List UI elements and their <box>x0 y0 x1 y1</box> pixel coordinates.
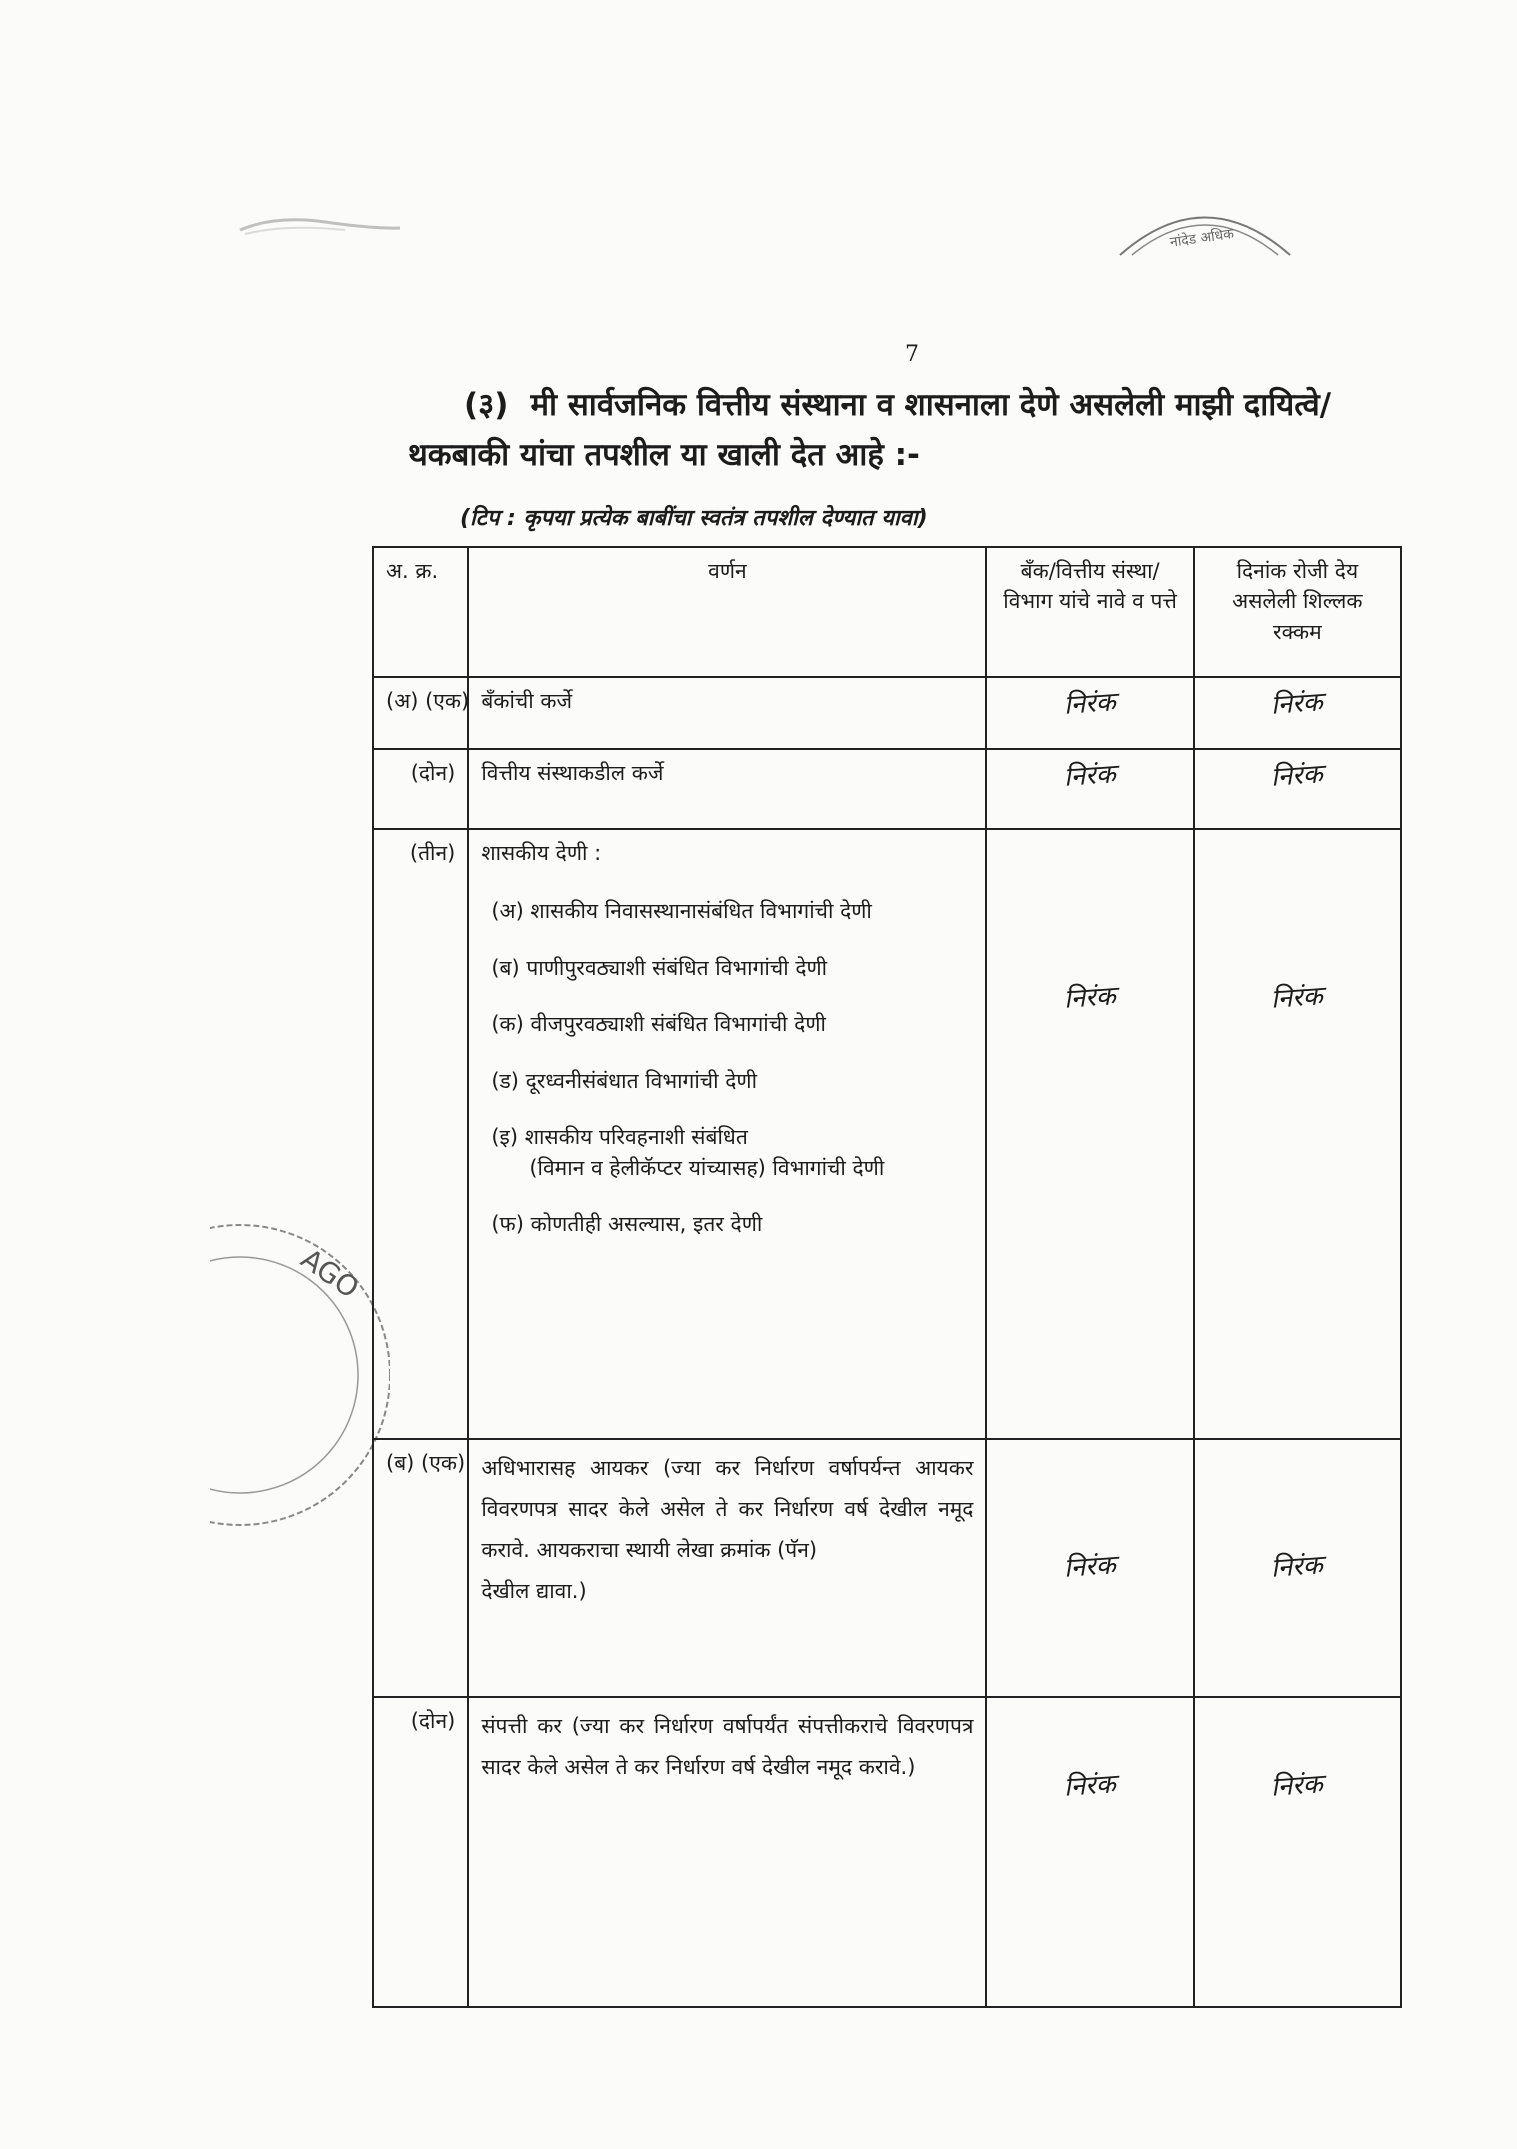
handwritten-amount-entry: निरंक <box>1270 759 1325 793</box>
row-serial: (ब) (एक) <box>373 1439 468 1697</box>
row-description-cell <box>468 829 986 1439</box>
seal-left-stamp <box>210 1195 390 1535</box>
handwritten-bank-entry: निरंक <box>1063 1769 1117 1803</box>
seal-top-text: नांदेड अधिक <box>1168 225 1236 251</box>
sub-item: (ड) दूरध्वनीसंबंधात विभागांची देणी <box>491 1068 758 1093</box>
row-serial: (तीन) <box>373 829 468 1439</box>
table-row <box>373 677 1401 749</box>
table-row <box>373 1697 1401 2007</box>
row-description: वित्तीय संस्थाकडील कर्जे <box>468 749 986 829</box>
seal-left-text: AGO <box>294 1242 365 1305</box>
handwritten-amount-entry: निरंक <box>1270 687 1325 721</box>
sub-item: (क) वीजपुरवठ्याशी संबंधित विभागांची देणी <box>491 1012 826 1037</box>
handwritten-bank-entry: निरंक <box>1063 687 1117 721</box>
row-serial: (दोन) <box>373 1697 468 2007</box>
section-number: (३) <box>464 387 509 423</box>
seal-top-stamp <box>1110 200 1300 260</box>
sub-item: (अ) शासकीय निवासस्थानासंबंधित विभागांची देणी <box>491 899 872 924</box>
sub-item: (ब) पाणीपुरवठ्याशी संबंधित विभागांची देणी <box>491 955 828 980</box>
page-number: 7 <box>905 342 919 367</box>
sub-item: (फ) कोणतीही असल्यास, इतर देणी <box>491 1212 763 1237</box>
liabilities-table <box>372 546 1402 2008</box>
row-description-extra: देखील द्यावा.) <box>481 1578 587 1603</box>
handwritten-amount-entry: निरंक <box>1270 1769 1325 1803</box>
sub-item: (इ) शासकीय परिवहनाशी संबंधित <box>491 1125 748 1150</box>
header-amount: दिनांक रोजी देय असलेली शिल्लक रक्कम <box>1194 547 1401 677</box>
handwritten-amount-entry: निरंक <box>1270 1550 1325 1584</box>
row-serial: (अ) (एक) <box>373 677 468 749</box>
table-row <box>373 749 1401 829</box>
row-description: अधिभारासह आयकर (ज्या कर निर्धारण वर्षापर्यन्त आयकर विवरणपत्र सादर केले असेल ते कर निर्धारण वर्ष देखील नमूद करावे. आयकराचा स्थायी लेखा क्रमांक (पॅन) <box>481 1456 974 1562</box>
row-serial: (दोन) <box>373 749 468 829</box>
section-title: मी सार्वजनिक वित्तीय संस्थाना व शासनाला देणे असलेली माझी दायित्वे/थकबाकी यांचा तपशील या खाली देत आहे :- <box>408 387 1332 473</box>
scan-smudge <box>235 210 405 240</box>
handwritten-amount-entry: निरंक <box>1270 981 1325 1015</box>
row-description: बँकांची कर्जे <box>468 677 986 749</box>
instruction-note: (टिप : कृपया प्रत्येक बाबींचा स्वतंत्र तपशील देण्यात यावा) <box>460 506 928 531</box>
header-bank: बँक/वित्तीय संस्था/ विभाग यांचे नावे व पत्ते <box>986 547 1193 677</box>
table-row <box>373 829 1401 1439</box>
row-description-cell <box>468 1439 986 1697</box>
row-description: संपत्ती कर (ज्या कर निर्धारण वर्षापर्यंत संपत्तीकराचे विवरणपत्र सादर केले असेल ते कर निर्धारण वर्ष देखील नमूद करावे.) <box>468 1697 986 2007</box>
handwritten-bank-entry: निरंक <box>1063 981 1117 1015</box>
sub-item-continuation: (विमान व हेलीकॅप्टर यांच्यासह) विभागांची देणी <box>529 1155 885 1180</box>
table-row <box>373 1439 1401 1697</box>
header-description: वर्णन <box>468 547 986 677</box>
row-description: शासकीय देणी : <box>481 841 602 865</box>
handwritten-bank-entry: निरंक <box>1063 1550 1117 1584</box>
section-heading <box>408 380 1418 480</box>
handwritten-bank-entry: निरंक <box>1063 759 1117 793</box>
header-serial: अ. क्र. <box>373 547 468 677</box>
table-header-row <box>373 547 1401 677</box>
